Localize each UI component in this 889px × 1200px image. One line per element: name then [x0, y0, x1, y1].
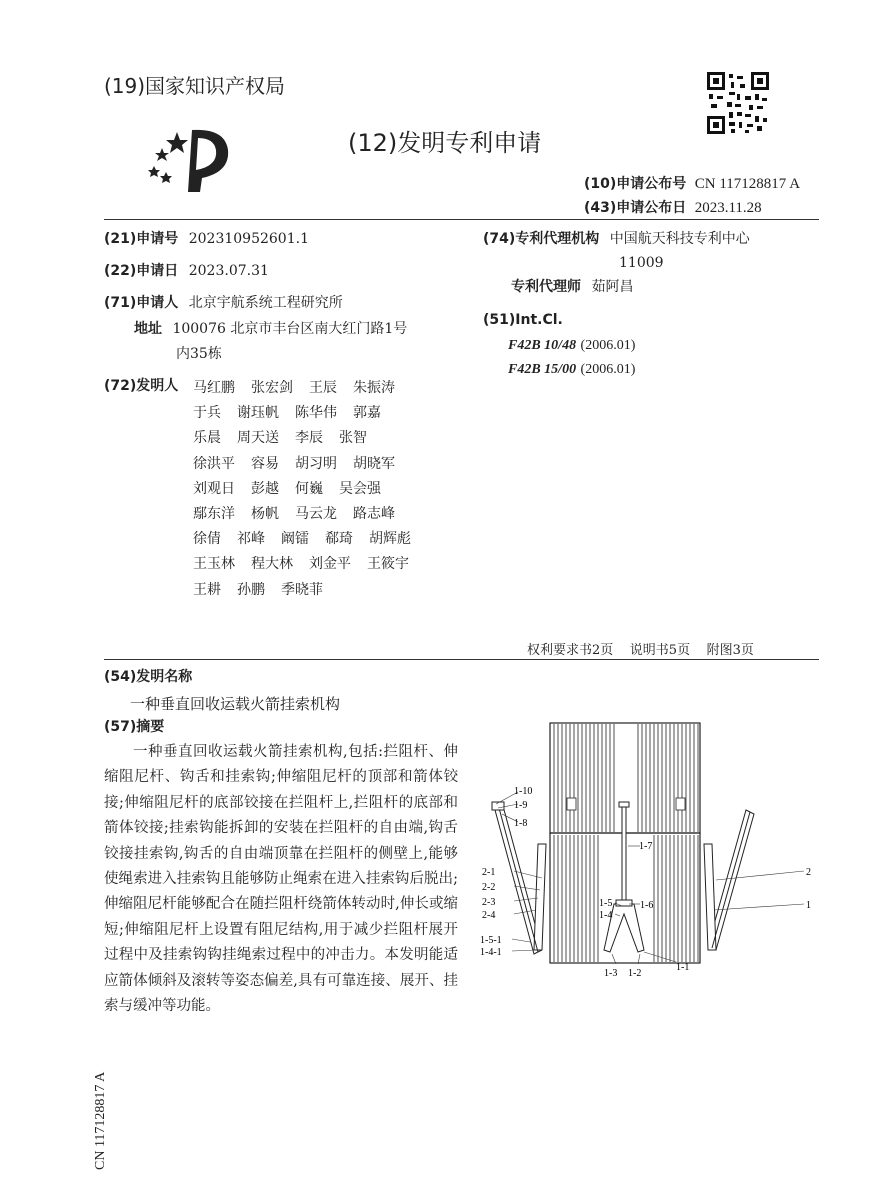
abstract-text: 一种垂直回收运载火箭挂索机构,包括:拦阻杆、伸缩阻尼杆、钩舌和挂索钩;伸缩阻尼杆的顶部和箭体铰接;伸缩阻尼杆的底部铰接在拦阻杆上,拦阻杆的底部和箭体铰接;挂索钩能拆卸的安装在拦阻杆的自由端,钩舌铰接挂索钩,钩舌的自由端顶靠在拦阻杆的侧壁上,能够使绳索进入挂索钩且能够防止绳索在进入挂索钩后脱出;伸缩阻尼杆能够配合在随拦阻杆绕箭体转动时,伸长或缩短;伸缩阻尼杆上设置有阻尼结构,用于减少拦阻杆展开过程中及挂索钩钩挂绳索过程中的冲击力。本发明能适应箭体倾斜及滚转等姿态偏差,具有可靠连接、展开、挂索与缓冲等功能。 — [104, 744, 458, 1015]
inventor-name: 郗琦 — [325, 531, 353, 548]
figure-label: 1-10 — [514, 786, 533, 797]
abstract-label: (57)摘要 — [104, 719, 165, 735]
figure-label: 1-5-1 — [480, 935, 502, 946]
figure-label: 2-3 — [482, 897, 496, 908]
invention-title: 一种垂直回收运载火箭挂索机构 — [130, 695, 341, 713]
figure-label: 1-8 — [514, 818, 528, 829]
inventor-name: 马红鹏 — [193, 380, 235, 396]
agency-row — [483, 231, 750, 247]
inventor-name: 李辰 — [295, 430, 323, 447]
intcl-label: (51)Int.Cl. — [483, 312, 563, 328]
publication-date-row — [584, 200, 762, 216]
agent-label: 专利代理师 — [511, 279, 581, 295]
figure-label: 1-9 — [514, 800, 528, 811]
application-date-label: (22)申请日 — [104, 263, 179, 279]
agency-code: 11009 — [619, 255, 664, 271]
address-label: 地址 — [134, 321, 162, 337]
star-icon — [148, 132, 188, 183]
figure-label: 2-4 — [482, 910, 496, 921]
address-row — [134, 321, 407, 337]
publication-number-row — [584, 176, 800, 192]
abstract-figure — [478, 718, 823, 980]
application-number: 202310952601.1 — [188, 231, 309, 247]
address-line-1: 100076 北京市丰台区南大红门路1号 — [172, 321, 408, 337]
applicant-label: (71)申请人 — [104, 295, 179, 311]
agent-name: 茹阿昌 — [591, 279, 634, 295]
intcl-version: (2006.01) — [580, 362, 636, 377]
agency-name: 中国航天科技专利中心 — [609, 231, 750, 247]
inventor-name: 何巍 — [295, 480, 323, 497]
cnipa-logo — [140, 120, 240, 200]
inventor-row — [193, 402, 397, 422]
intcl-entry — [508, 337, 635, 354]
inventor-name: 彭越 — [251, 480, 279, 497]
inventor-name: 王辰 — [309, 380, 337, 396]
figure-label: 1-7 — [639, 841, 653, 852]
inventor-name: 路志峰 — [353, 506, 395, 522]
publication-number-label: (10)申请公布号 — [584, 176, 687, 192]
applicant-row — [104, 295, 343, 311]
inventor-name: 胡习明 — [295, 455, 337, 472]
figure-label: 1-6 — [640, 900, 654, 911]
inventor-name: 孙鹏 — [237, 581, 265, 598]
intcl-version: (2006.01) — [580, 338, 636, 353]
application-number-label: (21)申请号 — [104, 231, 179, 247]
inventor-name: 徐倩 — [193, 531, 221, 548]
figure-label: 1 — [806, 900, 811, 911]
inventor-name: 马云龙 — [295, 506, 337, 522]
figure-label: 1-3 — [604, 968, 618, 979]
inventor-name: 陈华伟 — [295, 405, 337, 422]
inventor-name: 鄢东洋 — [193, 506, 235, 522]
intcl-entry — [508, 361, 635, 378]
intcl-code: F42B 15/00 — [508, 362, 577, 377]
inventor-name: 刘金平 — [309, 556, 351, 573]
right-arrest-rod — [704, 810, 754, 950]
figure-label: 1-5 — [599, 898, 613, 909]
applicant-name: 北京宇航系统工程研究所 — [188, 295, 343, 311]
inventor-row — [193, 579, 339, 599]
inventor-name: 张智 — [339, 430, 367, 447]
inventor-row — [193, 453, 411, 473]
inventor-name: 王耕 — [193, 581, 221, 598]
publication-date-label: (43)申请公布日 — [584, 200, 687, 216]
inventor-name: 谢珏帆 — [237, 405, 279, 422]
inventor-name: 乐晨 — [193, 430, 221, 447]
figure-label: 1-4-1 — [480, 947, 502, 958]
inventor-name: 杨帆 — [251, 506, 279, 522]
inventor-name: 季晓菲 — [281, 581, 323, 598]
inventor-name: 胡辉彪 — [369, 531, 411, 548]
inventor-name: 阚镭 — [281, 531, 309, 548]
application-number-row — [104, 231, 309, 247]
application-date-row — [104, 263, 269, 279]
inventor-name: 吴会强 — [339, 480, 381, 497]
inventor-row — [193, 503, 411, 523]
figure-label: 2 — [806, 867, 811, 878]
page-counts: 权利要求书2页 说明书5页 附图3页 — [527, 643, 754, 658]
inventor-row — [193, 427, 383, 447]
inventor-row — [193, 377, 411, 397]
agency-label: (74)专利代理机构 — [483, 231, 600, 247]
figure-label: 2-2 — [482, 882, 496, 893]
inventor-name: 朱振涛 — [353, 380, 395, 396]
inventor-name: 刘观日 — [193, 480, 235, 497]
title-label: (54)发明名称 — [104, 669, 193, 685]
inventors-label: (72)发明人 — [104, 378, 179, 394]
inventor-name: 程大林 — [251, 556, 293, 573]
header-divider — [104, 219, 819, 220]
figure-label: 1-1 — [676, 962, 690, 973]
address-line-2: 内35栋 — [176, 346, 222, 362]
inventor-name: 周天送 — [237, 430, 279, 447]
figure-label: 1-2 — [628, 968, 642, 979]
inventor-row — [193, 553, 425, 573]
inventor-row — [193, 528, 427, 548]
side-publication-id: CN 117128817 A — [93, 1071, 108, 1170]
figure-label: 1-4 — [599, 910, 613, 921]
inventor-name: 容易 — [251, 455, 279, 472]
qr-code — [707, 72, 769, 134]
office-name: (19)国家知识产权局 — [104, 74, 286, 98]
inventor-name: 王筱宇 — [367, 556, 409, 573]
publication-number: CN 117128817 A — [694, 176, 801, 192]
inventor-name: 祁峰 — [237, 531, 265, 548]
application-date: 2023.07.31 — [188, 263, 269, 279]
figure-label: 2-1 — [482, 867, 496, 878]
agent-row — [511, 279, 633, 295]
inventor-row — [193, 478, 397, 498]
intcl-code: F42B 10/48 — [508, 338, 577, 353]
biblio-divider — [104, 659, 819, 660]
document-type: (12)发明专利申请 — [348, 129, 542, 157]
inventor-name: 王玉林 — [193, 556, 235, 573]
inventor-name: 徐洪平 — [193, 455, 235, 472]
inventor-name: 郭嘉 — [353, 405, 381, 422]
inventor-name: 张宏剑 — [251, 380, 293, 396]
inventor-name: 胡晓军 — [353, 455, 395, 472]
inventor-name: 于兵 — [193, 405, 221, 422]
ip-emblem-icon — [188, 130, 228, 192]
publication-date: 2023.11.28 — [694, 200, 762, 216]
